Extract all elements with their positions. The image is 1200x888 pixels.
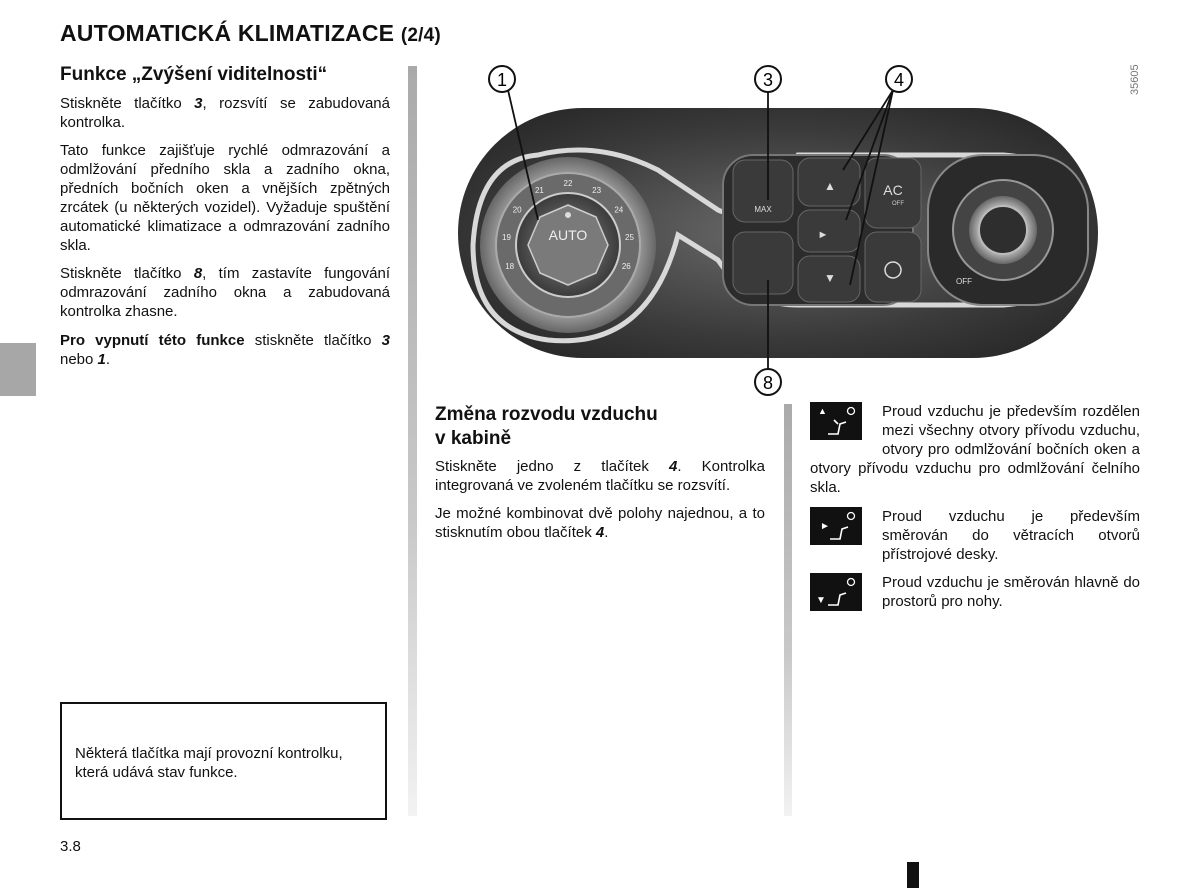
temperature-mark-21: 21 bbox=[534, 186, 544, 195]
temperature-mark-20: 20 bbox=[512, 205, 522, 215]
title-main: AUTOMATICKÁ KLIMATIZACE bbox=[60, 20, 395, 46]
svg-text:▲: ▲ bbox=[824, 179, 836, 193]
temperature-mark-23: 23 bbox=[592, 186, 602, 195]
svg-text:▼: ▼ bbox=[824, 271, 836, 285]
middle-paragraph-2: Je možné kombinovat dvě polohy najednou, a to stisknutím obou tlačítek 4. bbox=[435, 505, 765, 541]
page-number: 3.8 bbox=[60, 838, 81, 855]
middle-heading: Změna rozvodu vzduchu v kabině bbox=[435, 404, 658, 449]
climate-panel-figure bbox=[418, 60, 1141, 393]
temperature-mark-26: 26 bbox=[621, 262, 631, 272]
svg-text:8: 8 bbox=[762, 373, 774, 393]
windscreen-vent-icon bbox=[810, 402, 862, 440]
corner-mark bbox=[907, 862, 919, 888]
air-distribution-item-3: ▼ Proud vzduchu je směrován hlavně do prostorů pro nohy. bbox=[810, 573, 1140, 613]
air-distribution-item-1: ▲ Proud vzduchu je především rozdělen mezi všechny otvory přívodu vzduchu, otvory pro odmlžování bočních oken a otvory přívodu vzduchu pro odmlžování čelního skla. bbox=[810, 403, 1140, 496]
left-paragraph-2: Tato funkce zajišťuje rychlé odmrazování a odmlžování předního skla a zadního okna, předních bočních oken a vnějších zpětných zrcátek (u některých vozidel). Vyžaduje spuštění automatické klimatizace a odmrazování zadního skla. bbox=[60, 142, 390, 254]
callout-4 bbox=[886, 66, 912, 92]
column-divider-right bbox=[784, 404, 792, 816]
temperature-mark-18: 18 bbox=[505, 262, 515, 272]
figure-code: 35605 bbox=[1129, 64, 1141, 95]
temperature-mark-25: 25 bbox=[625, 232, 634, 242]
callout-3 bbox=[755, 66, 781, 92]
fan-off-label: OFF bbox=[956, 277, 972, 286]
column-divider-left bbox=[408, 66, 417, 816]
svg-text:▲: ▲ bbox=[818, 406, 827, 416]
section-tab bbox=[0, 343, 36, 396]
air-face-button bbox=[798, 210, 860, 252]
ac-label: AC bbox=[883, 182, 903, 198]
svg-text:3: 3 bbox=[762, 70, 774, 90]
callout-1 bbox=[489, 66, 515, 92]
temperature-mark-24: 24 bbox=[614, 205, 624, 215]
auto-label: AUTO bbox=[548, 227, 588, 243]
svg-text:1: 1 bbox=[496, 70, 508, 90]
middle-paragraph-1: Stiskněte jedno z tlačítek 4. Kontrolka integrovaná ve zvoleném tlačítku se rozsvítí. bbox=[435, 458, 765, 494]
left-heading: Funkce „Zvýšení viditelnosti“ bbox=[60, 64, 328, 85]
face-vent-icon bbox=[810, 507, 862, 545]
recirculation-button bbox=[865, 232, 921, 302]
page-title bbox=[60, 20, 441, 47]
svg-text:▼: ▼ bbox=[816, 595, 826, 606]
svg-text:►: ► bbox=[820, 521, 830, 532]
feet-vent-icon bbox=[810, 573, 862, 611]
temperature-mark-22: 22 bbox=[563, 179, 573, 188]
ac-off-label: OFF bbox=[892, 201, 904, 207]
max-label: MAX bbox=[754, 205, 772, 214]
note-text: Některá tlačítka mají provozní kontrolku, která udává stav funkce. bbox=[75, 745, 343, 781]
air-distribution-item-2: ► Proud vzduchu je především směrován do větracích otvorů přístrojové desky. bbox=[810, 507, 1140, 564]
title-part: (2/4) bbox=[400, 25, 441, 46]
callout-8 bbox=[755, 369, 781, 395]
svg-text:►: ► bbox=[817, 229, 829, 241]
left-paragraph-3: Stiskněte tlačítko 8, tím zastavíte fungování odmrazování zadního okna a zabudovaná kontrolka zhasne. bbox=[60, 265, 390, 320]
left-paragraph-4: Pro vypnutí této funkce stiskněte tlačítko 3 nebo 1. bbox=[60, 332, 390, 368]
left-paragraph-1: Stiskněte tlačítko 3, rozsvítí se zabudovaná kontrolka. bbox=[60, 95, 390, 131]
svg-text:4: 4 bbox=[893, 70, 905, 90]
rear-defrost-button bbox=[733, 232, 793, 294]
temperature-mark-19: 19 bbox=[502, 232, 511, 242]
